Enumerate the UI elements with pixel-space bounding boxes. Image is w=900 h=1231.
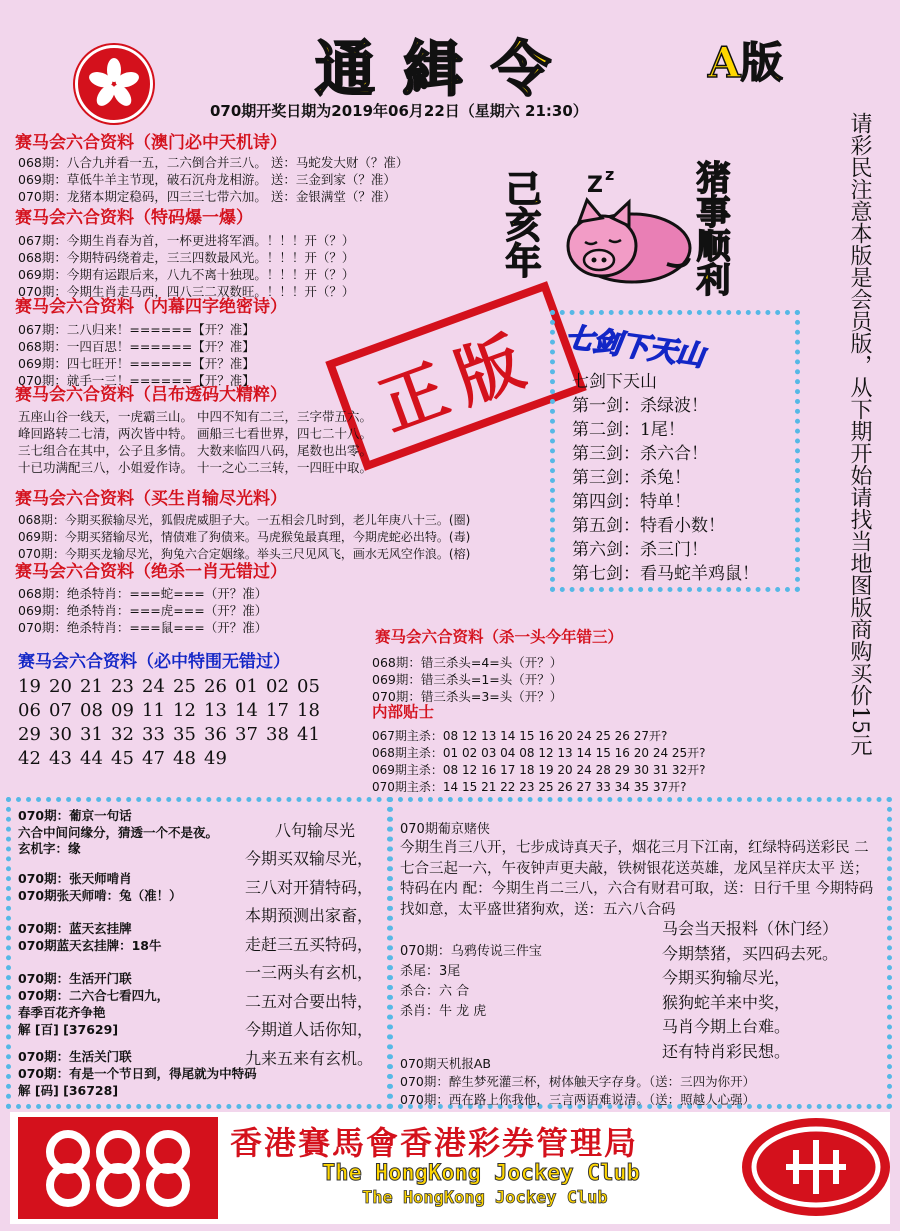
bottom-left-poem — [245, 845, 373, 1073]
pujing-one-line — [18, 808, 218, 858]
luck-badge: 猪事顺利 — [690, 160, 730, 296]
list-item: 马肖今期上台难。 — [662, 1017, 791, 1036]
footer-english-1: The HongKong Jockey Club — [322, 1161, 640, 1186]
list-item: 解 [百] [37629] — [18, 1022, 119, 1037]
list-item: 070期：错三杀头=3=头（开？） — [372, 689, 563, 704]
list-item: 070期：葡京一句话 — [18, 808, 132, 823]
number-cell: 24 — [142, 676, 165, 697]
list-item: 今期买狗输尽光， — [662, 968, 791, 987]
number-cell: 11 — [142, 700, 165, 721]
number-cell: 35 — [173, 724, 196, 745]
list-item: 070期：西在路上你我他，三言两语难说清。（送：照越人心强） — [400, 1092, 756, 1107]
list-item: 069期：草低牛羊主节现，破石沉舟龙相游。 送：三金到家（？准） — [18, 172, 396, 187]
list-item: 069期：四七旺开！======【开？准】 — [18, 356, 255, 371]
list-item: 068期：错三杀头=4=头（开？） — [372, 655, 563, 670]
lottery-logo — [742, 1118, 890, 1216]
number-cell: 38 — [266, 724, 289, 745]
number-cell: 17 — [266, 700, 289, 721]
number-cell: 37 — [235, 724, 258, 745]
list-item: 070期：张天师啃肖 — [18, 871, 132, 886]
list-item: 今期道人话你知， — [245, 1020, 374, 1039]
section-kill-head — [372, 654, 562, 705]
svg-text:z: z — [605, 170, 615, 184]
list-item: 070期：龙猪本期定稳码，四三三七带六加。 送：金银满堂（？准） — [18, 189, 396, 204]
seven-swords-banner: 七剑下天山 — [563, 320, 707, 373]
list-item: 解 [码] [36728] — [18, 1083, 119, 1098]
list-item: 第一剑：杀绿波！ — [572, 396, 708, 416]
list-item: 070期蓝天玄挂牌：18牛 — [18, 938, 162, 953]
number-cell: 45 — [111, 748, 134, 769]
section-inside-tips — [372, 728, 706, 796]
number-cell: 13 — [204, 700, 227, 721]
list-item: 070期：醉生梦死灌三杯，树体触天字存身。（送：三四为你开） — [400, 1074, 756, 1089]
list-item: 六合中间问缘分，猜透一个不是夜。 — [18, 824, 219, 840]
pig-icon — [557, 170, 692, 294]
list-item: 068期：绝杀特肖：===蛇===（开？准） — [18, 586, 268, 601]
list-item: 第二剑：1尾！ — [572, 420, 685, 440]
list-item: 今期禁猪，买四码去死。 — [662, 943, 839, 963]
list-item: 春季百花齐争艳 — [18, 1005, 106, 1020]
number-cell: 07 — [49, 700, 72, 721]
list-item: 070期：今期买龙输尽光，狗兔六合定姻缘。举头三尺见风飞，画水无风空作浪。(榕) — [18, 547, 471, 561]
blue-sky-sign — [18, 920, 162, 954]
list-item: 第七剑：看马蛇羊鸡鼠！ — [572, 564, 759, 584]
number-cell: 42 — [18, 748, 41, 769]
list-item: 068期主杀：01 02 03 04 08 12 13 14 15 16 20 24 25开? — [372, 746, 706, 760]
section-kill-one — [18, 585, 267, 636]
lose-all-aside: 八句输尽光 — [275, 821, 356, 840]
list-item: 三七组合在其中，公子且多情。 大数来临四八码，尾数也出零。 — [18, 443, 372, 458]
number-cell: 06 — [18, 700, 41, 721]
list-item: 猴狗蛇羊来中奖， — [662, 992, 791, 1012]
list-item: 十已功满配三八，小姐爱作诗。 十一之心二三转，一四旺中取。 — [18, 460, 372, 475]
number-cell: 29 — [18, 724, 41, 745]
number-grid — [18, 675, 328, 771]
number-cell: 19 — [18, 676, 41, 697]
section-title-kill-head: 赛马会六合资料（杀一头今年错三） — [375, 628, 624, 646]
list-item: 069期：今期买猪输尽光，情债难了狗债来。马虎猴兔最真理，今期虎蛇必出特。(毒) — [18, 530, 471, 544]
footer-org-name: 香港賽馬會香港彩券管理局 — [230, 1124, 639, 1162]
section-title-kill-one: 赛马会六合资料（绝杀一肖无错过） — [15, 562, 287, 582]
section-macau — [18, 154, 408, 205]
heaven-report-ab — [400, 1055, 755, 1109]
list-item: 068期：一四百思！======【开？准】 — [18, 339, 255, 354]
list-item: 070期：蓝天玄挂牌 — [18, 921, 132, 936]
list-item: 杀尾：3尾 — [400, 964, 461, 979]
number-cell: 08 — [80, 700, 103, 721]
list-item: 067期主杀：08 12 13 14 15 16 20 24 25 26 27开? — [372, 729, 668, 743]
section-fourword — [18, 321, 255, 389]
list-item: 070期：生活开门联 — [18, 971, 132, 986]
list-item: 070期：绝杀特肖：===鼠===（开？准） — [18, 620, 268, 635]
list-item: 峰回路转二七清，两次皆中特。 画船三七看世界，四七二十八。 — [18, 426, 372, 441]
list-item: 069期主杀：08 12 16 17 18 19 20 24 28 29 30 31 32开? — [372, 763, 706, 777]
list-item: 067期：二八归来！======【开？准】 — [18, 322, 255, 337]
knot-logo — [18, 1117, 218, 1219]
list-item: 068期：八合九并看一五，二六倒合并三八。 送：马蛇发大财（？准） — [18, 155, 409, 170]
number-cell: 33 — [142, 724, 165, 745]
number-cell: 25 — [173, 676, 196, 697]
number-cell: 02 — [266, 676, 289, 697]
list-item: 本期预测出家畜， — [245, 906, 374, 925]
number-cell: 14 — [235, 700, 258, 721]
list-item: 069期：今期有运跟后来，八九不离十独现。！！！开（？） — [18, 267, 355, 282]
section-zodiac-lose — [18, 512, 470, 563]
number-cell: 12 — [173, 700, 196, 721]
number-cell: 20 — [49, 676, 72, 697]
section-title-inside-tips: 内部贴士 — [372, 703, 435, 721]
number-cell: 30 — [49, 724, 72, 745]
authentic-stamp: 正版 — [325, 281, 586, 471]
number-cell: 05 — [297, 676, 320, 697]
svg-text:Z: Z — [587, 173, 603, 198]
seven-swords-list — [572, 370, 759, 586]
list-item: 070期：二六合七看四九， — [18, 988, 170, 1003]
page-title: 通緝令 — [315, 35, 579, 105]
list-item: 070期主杀：14 15 21 22 23 25 26 27 33 34 35 37开? — [372, 780, 687, 794]
section-lubu — [18, 408, 372, 476]
list-item: 070期：有是一个节日到，得尾就为中特码 — [18, 1066, 257, 1081]
list-item: 070期：今期生肖走马西，四八三二双数旺。！！！开（？） — [18, 284, 355, 299]
list-item: 069期：错三杀头=1=头（开？） — [372, 672, 563, 687]
list-item: 七剑下天山 — [572, 372, 657, 392]
list-item: 今期买双输尽光， — [245, 849, 374, 868]
footer-english-2: The HongKong Jockey Club — [362, 1188, 608, 1208]
list-item: 070期张天师啃：兔（准！） — [18, 888, 182, 903]
section-title-lubu: 赛马会六合资料（吕布透码大精粹） — [15, 385, 287, 405]
number-cell: 49 — [204, 748, 227, 769]
edition-badge: A版 — [708, 38, 783, 87]
list-item: 马会当天报料（休门经） — [662, 919, 839, 938]
open-door-couplet — [18, 970, 169, 1038]
list-item: 五座山谷一线天，一虎霸三山。 中四不知有二三，三字带五六。 — [18, 409, 372, 424]
list-item: 玄机字：缘 — [18, 841, 81, 856]
number-cell: 18 — [297, 700, 320, 721]
list-item: 第五剑：特看小数！ — [572, 516, 725, 536]
number-cell: 43 — [49, 748, 72, 769]
number-cell: 47 — [142, 748, 165, 769]
list-item: 九来五来有玄机。 — [245, 1048, 374, 1068]
close-door-couplet — [18, 1048, 257, 1099]
section-title-macau: 赛马会六合资料（澳门必中天机诗） — [15, 133, 287, 153]
draw-date: 070期开奖日期为2019年06月22日（星期六 21:30） — [210, 102, 588, 120]
number-cell: 31 — [80, 724, 103, 745]
list-item: 一三两头有玄机， — [245, 963, 374, 982]
list-item: 二五对合要出特， — [245, 991, 374, 1011]
list-item: 068期：今期特码绕着走，三三四数最风光。！！！开（？） — [18, 250, 355, 265]
number-cell: 26 — [204, 676, 227, 697]
list-item: 第三剑：杀兔！ — [572, 468, 691, 488]
number-cell: 21 — [80, 676, 103, 697]
section-title-special: 赛马会六合资料（特码爆一爆） — [15, 208, 253, 228]
number-cell: 44 — [80, 748, 103, 769]
bottom-right-poem — [662, 917, 838, 1064]
zhang-tianshi — [18, 870, 182, 904]
list-item: 067期：今期生肖春为首，一杯更进将军酒。！！！开（？） — [18, 233, 355, 248]
number-cell: 48 — [173, 748, 196, 769]
section-title-zodiac-lose: 赛马会六合资料（买生肖输尽光料） — [15, 489, 287, 509]
section-title-special-range: 赛马会六合资料（必中特围无错过） — [18, 652, 290, 672]
number-cell: 09 — [111, 700, 134, 721]
list-item: 第六剑：杀三门！ — [572, 540, 708, 560]
section-title-fourword: 赛马会六合资料（内幕四字绝密诗） — [15, 297, 287, 317]
number-cell: 41 — [297, 724, 320, 745]
list-item: 还有特肖彩民想。 — [662, 1041, 791, 1061]
list-item: 070期：生活关门联 — [18, 1049, 132, 1064]
list-item: 第三剑：杀六合！ — [572, 444, 708, 464]
list-item: 068期：今期买猴输尽光，狐假虎威胆子大。一五相会几时到，老儿年庚八十三。(圈) — [18, 513, 471, 527]
list-item: 070期：就手一三！======【开？准】 — [18, 373, 255, 388]
member-notice: 请彩民注意本版是会员版，从下期开始请找当地图版商购买价15元 — [847, 112, 872, 756]
list-item: 杀肖：牛 龙 虎 — [400, 1004, 487, 1019]
list-item: 杀合：六 合 — [400, 984, 470, 999]
list-item: 三八对开猜特码， — [245, 877, 374, 897]
list-item: 走赶三五买特码， — [245, 934, 374, 954]
list-item: 070期：乌鸦传说三件宝 — [400, 944, 542, 959]
crow-legend — [400, 942, 542, 1022]
section-special — [18, 232, 354, 300]
pujing-gambler-title: 070期葡京赌侠 — [400, 822, 490, 837]
number-cell: 36 — [204, 724, 227, 745]
year-badge: 己亥年 — [500, 170, 541, 278]
list-item: 070期天机报AB — [400, 1056, 491, 1071]
list-item: 069期：绝杀特肖：===虎===（开？准） — [18, 603, 268, 618]
pujing-gambler-text: 今期生肖三八开，七步成诗真天子，烟花三月下江南，红绿特码送彩民 二七合三起一六，午夜钟声更夫敲，铁树银花送英雄，龙风呈祥庆太平 送；特码在内 配：今期生肖二三八，六合有财君可取，送：日行千里 今期特码找如意，太平盛世猪狗欢，送：五六八合码 — [400, 840, 874, 918]
number-cell: 32 — [111, 724, 134, 745]
list-item: 第四剑：特单！ — [572, 492, 691, 512]
hk-bauhinia-logo — [75, 45, 153, 123]
number-cell: 01 — [235, 676, 258, 697]
number-cell: 23 — [111, 676, 134, 697]
